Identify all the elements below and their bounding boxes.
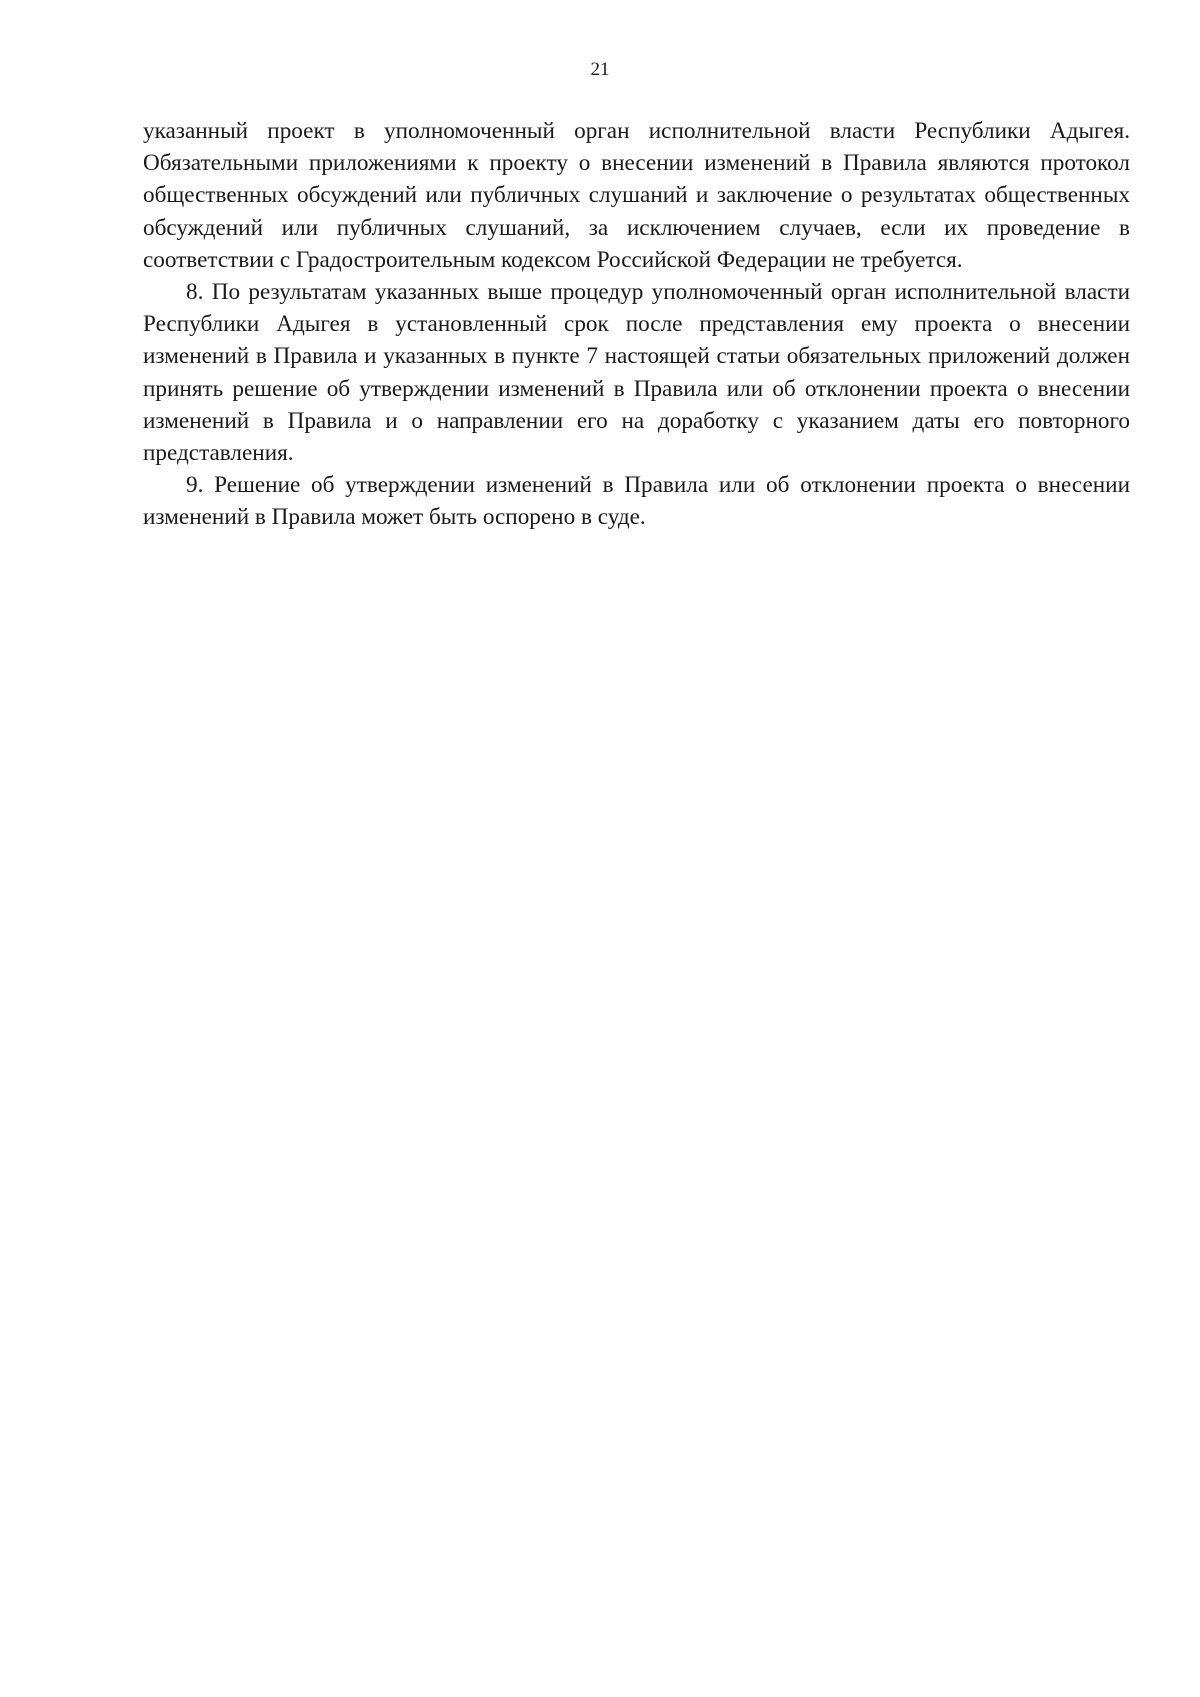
page-number: 21 — [590, 59, 610, 80]
paragraph-continuation: указанный проект в уполномоченный орган исполнительной власти Республики Адыгея. Обязательными приложениями к проекту о внесении изменений в Правила являются протокол общественных обсуждений или публичных слушаний и заключение о результатах общественных обсуждений или публичных слушаний, за исключением случаев, если их проведение в соответствии с Градостроительным кодексом Российской Федерации не требуется. — [143, 118, 1130, 273]
document-body — [143, 115, 1130, 534]
paragraph-item-9: 9. Решение об утверждении изменений в Правила или об отклонении проекта о внесении изменений в Правила может быть оспорено в суде. — [143, 472, 1130, 531]
paragraph-item-8: 8. По результатам указанных выше процедур уполномоченный орган исполнительной власти Республики Адыгея в установленный срок после представления ему проекта о внесении изменений в Правила и указанных в пункте 7 настоящей статьи обязательных приложений должен принять решение об утверждении изменений в Правила или об отклонении проекта о внесении изменений в Правила и о направлении его на доработку с указанием даты его повторного представления. — [143, 279, 1130, 467]
